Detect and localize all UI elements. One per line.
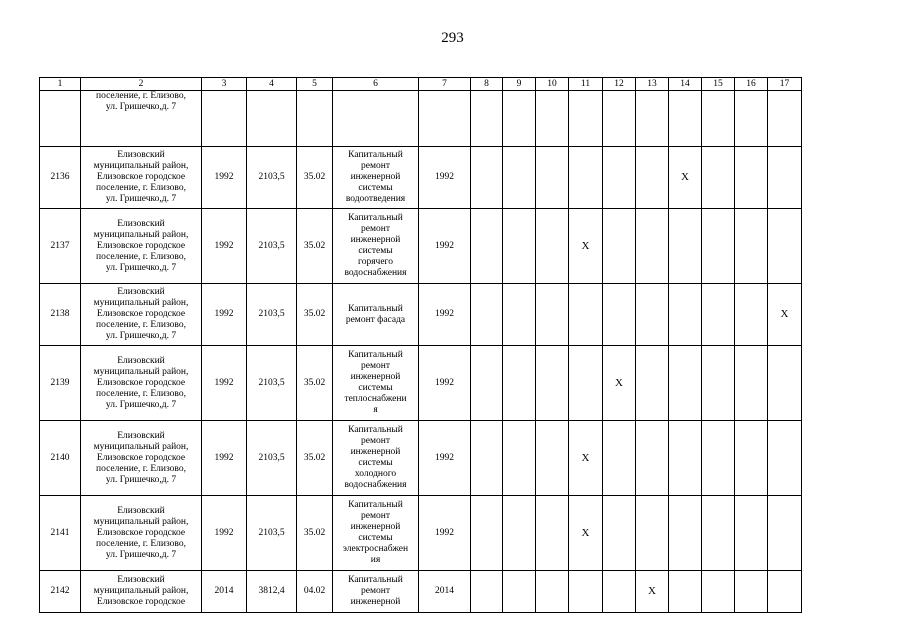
empty-cell xyxy=(471,496,503,571)
empty-cell xyxy=(503,496,536,571)
empty-cell xyxy=(669,346,702,421)
empty-cell xyxy=(536,91,569,147)
row-number-cell: 2140 xyxy=(40,421,81,496)
wear-cell: 35.02 xyxy=(297,346,333,421)
empty-cell xyxy=(503,284,536,346)
row-number-cell: 2141 xyxy=(40,496,81,571)
column-number-10: 10 xyxy=(536,78,569,91)
empty-cell xyxy=(536,421,569,496)
page-number: 293 xyxy=(441,30,464,46)
mark-cell: X xyxy=(768,284,802,346)
empty-cell xyxy=(768,421,802,496)
work-type-cell: Капитальный ремонт инженерной системы теплоснабжени я xyxy=(333,346,419,421)
year-built-cell: 2014 xyxy=(202,571,247,613)
mark-cell: X xyxy=(569,209,603,284)
wear-cell: 35.02 xyxy=(297,421,333,496)
area-cell: 2103,5 xyxy=(247,209,297,284)
address-cell: Елизовский муниципальный район, Елизовское городское поселение, г. Елизово, ул. Гришечко,д. 7 xyxy=(81,421,202,496)
address-cell: поселение, г. Елизово, ул. Гришечко,д. 7 xyxy=(81,91,202,147)
empty-cell xyxy=(636,209,669,284)
column-number-1: 1 xyxy=(40,78,81,91)
column-number-17: 17 xyxy=(768,78,802,91)
empty-cell xyxy=(471,209,503,284)
column-number-8: 8 xyxy=(471,78,503,91)
table-body xyxy=(40,78,802,613)
row-number-cell xyxy=(40,91,81,147)
column-number-6: 6 xyxy=(333,78,419,91)
empty-cell xyxy=(768,496,802,571)
empty-cell xyxy=(603,284,636,346)
empty-cell xyxy=(536,209,569,284)
empty-cell xyxy=(297,91,333,147)
empty-cell xyxy=(735,571,768,613)
column-number-11: 11 xyxy=(569,78,603,91)
empty-cell xyxy=(503,209,536,284)
empty-cell xyxy=(636,346,669,421)
empty-cell xyxy=(471,421,503,496)
empty-cell xyxy=(768,91,802,147)
empty-cell xyxy=(735,284,768,346)
mark-cell: X xyxy=(603,346,636,421)
empty-cell xyxy=(636,91,669,147)
column-number-15: 15 xyxy=(702,78,735,91)
empty-cell xyxy=(636,496,669,571)
row-number-cell: 2139 xyxy=(40,346,81,421)
mark-cell: X xyxy=(636,571,669,613)
repair-schedule-table xyxy=(39,77,802,613)
empty-cell xyxy=(702,147,735,209)
table-row xyxy=(40,571,802,613)
year-cell: 1992 xyxy=(419,346,471,421)
empty-cell xyxy=(735,147,768,209)
address-cell: Елизовский муниципальный район, Елизовское городское поселение, г. Елизово, ул. Гришечко,д. 7 xyxy=(81,346,202,421)
empty-cell xyxy=(735,209,768,284)
empty-cell xyxy=(503,91,536,147)
empty-cell xyxy=(669,421,702,496)
empty-cell xyxy=(702,496,735,571)
empty-cell xyxy=(569,91,603,147)
table-row xyxy=(40,346,802,421)
empty-cell xyxy=(471,346,503,421)
column-number-7: 7 xyxy=(419,78,471,91)
empty-cell xyxy=(669,571,702,613)
continuation-row xyxy=(40,91,802,147)
empty-cell xyxy=(702,284,735,346)
empty-cell xyxy=(768,346,802,421)
address-cell: Елизовский муниципальный район, Елизовское городское поселение, г. Елизово, ул. Гришечко,д. 7 xyxy=(81,284,202,346)
wear-cell: 35.02 xyxy=(297,147,333,209)
empty-cell xyxy=(471,284,503,346)
column-number-14: 14 xyxy=(669,78,702,91)
empty-cell xyxy=(419,91,471,147)
empty-cell xyxy=(471,147,503,209)
table-row xyxy=(40,284,802,346)
empty-cell xyxy=(536,147,569,209)
area-cell: 2103,5 xyxy=(247,147,297,209)
column-number-12: 12 xyxy=(603,78,636,91)
empty-cell xyxy=(702,571,735,613)
year-cell: 2014 xyxy=(419,571,471,613)
address-cell: Елизовский муниципальный район, Елизовское городское xyxy=(81,571,202,613)
year-built-cell: 1992 xyxy=(202,284,247,346)
mark-cell: X xyxy=(569,496,603,571)
year-built-cell: 1992 xyxy=(202,209,247,284)
empty-cell xyxy=(669,209,702,284)
table-row xyxy=(40,421,802,496)
column-number-9: 9 xyxy=(503,78,536,91)
wear-cell: 35.02 xyxy=(297,209,333,284)
empty-cell xyxy=(503,421,536,496)
empty-cell xyxy=(603,209,636,284)
empty-cell xyxy=(735,346,768,421)
empty-cell xyxy=(702,421,735,496)
empty-cell xyxy=(536,496,569,571)
mark-cell: X xyxy=(569,421,603,496)
year-built-cell: 1992 xyxy=(202,147,247,209)
row-number-cell: 2138 xyxy=(40,284,81,346)
empty-cell xyxy=(536,284,569,346)
empty-cell xyxy=(471,91,503,147)
empty-cell xyxy=(569,284,603,346)
empty-cell xyxy=(333,91,419,147)
year-cell: 1992 xyxy=(419,421,471,496)
work-type-cell: Капитальный ремонт фасада xyxy=(333,284,419,346)
table-row xyxy=(40,209,802,284)
column-number-row xyxy=(40,78,802,91)
area-cell: 3812,4 xyxy=(247,571,297,613)
column-number-5: 5 xyxy=(297,78,333,91)
year-cell: 1992 xyxy=(419,209,471,284)
table-row xyxy=(40,147,802,209)
area-cell: 2103,5 xyxy=(247,421,297,496)
empty-cell xyxy=(768,147,802,209)
empty-cell xyxy=(471,571,503,613)
row-number-cell: 2142 xyxy=(40,571,81,613)
column-number-13: 13 xyxy=(636,78,669,91)
wear-cell: 35.02 xyxy=(297,496,333,571)
empty-cell xyxy=(669,284,702,346)
empty-cell xyxy=(569,147,603,209)
empty-cell xyxy=(735,496,768,571)
empty-cell xyxy=(202,91,247,147)
column-number-3: 3 xyxy=(202,78,247,91)
empty-cell xyxy=(702,346,735,421)
empty-cell xyxy=(536,346,569,421)
wear-cell: 04.02 xyxy=(297,571,333,613)
column-number-16: 16 xyxy=(735,78,768,91)
empty-cell xyxy=(603,91,636,147)
empty-cell xyxy=(503,346,536,421)
empty-cell xyxy=(536,571,569,613)
empty-cell xyxy=(735,421,768,496)
empty-cell xyxy=(636,284,669,346)
area-cell: 2103,5 xyxy=(247,496,297,571)
row-number-cell: 2136 xyxy=(40,147,81,209)
empty-cell xyxy=(768,209,802,284)
empty-cell xyxy=(702,209,735,284)
year-built-cell: 1992 xyxy=(202,421,247,496)
column-number-2: 2 xyxy=(81,78,202,91)
address-cell: Елизовский муниципальный район, Елизовское городское поселение, г. Елизово, ул. Гришечко,д. 7 xyxy=(81,496,202,571)
column-number-4: 4 xyxy=(247,78,297,91)
empty-cell xyxy=(247,91,297,147)
empty-cell xyxy=(636,421,669,496)
mark-cell: X xyxy=(669,147,702,209)
year-cell: 1992 xyxy=(419,496,471,571)
empty-cell xyxy=(503,147,536,209)
work-type-cell: Капитальный ремонт инженерной системы горячего водоснабжения xyxy=(333,209,419,284)
year-built-cell: 1992 xyxy=(202,496,247,571)
area-cell: 2103,5 xyxy=(247,346,297,421)
wear-cell: 35.02 xyxy=(297,284,333,346)
empty-cell xyxy=(768,571,802,613)
area-cell: 2103,5 xyxy=(247,284,297,346)
empty-cell xyxy=(569,346,603,421)
empty-cell xyxy=(669,496,702,571)
empty-cell xyxy=(702,91,735,147)
work-type-cell: Капитальный ремонт инженерной системы холодного водоснабжения xyxy=(333,421,419,496)
year-built-cell: 1992 xyxy=(202,346,247,421)
empty-cell xyxy=(603,147,636,209)
work-type-cell: Капитальный ремонт инженерной системы водоотведения xyxy=(333,147,419,209)
empty-cell xyxy=(636,147,669,209)
empty-cell xyxy=(735,91,768,147)
year-cell: 1992 xyxy=(419,284,471,346)
empty-cell xyxy=(603,421,636,496)
work-type-cell: Капитальный ремонт инженерной системы электроснабжен ия xyxy=(333,496,419,571)
row-number-cell: 2137 xyxy=(40,209,81,284)
empty-cell xyxy=(669,91,702,147)
year-cell: 1992 xyxy=(419,147,471,209)
empty-cell xyxy=(603,496,636,571)
empty-cell xyxy=(569,571,603,613)
address-cell: Елизовский муниципальный район, Елизовское городское поселение, г. Елизово, ул. Гришечко,д. 7 xyxy=(81,147,202,209)
empty-cell xyxy=(503,571,536,613)
table-row xyxy=(40,496,802,571)
empty-cell xyxy=(603,571,636,613)
work-type-cell: Капитальный ремонт инженерной xyxy=(333,571,419,613)
address-cell: Елизовский муниципальный район, Елизовское городское поселение, г. Елизово, ул. Гришечко,д. 7 xyxy=(81,209,202,284)
